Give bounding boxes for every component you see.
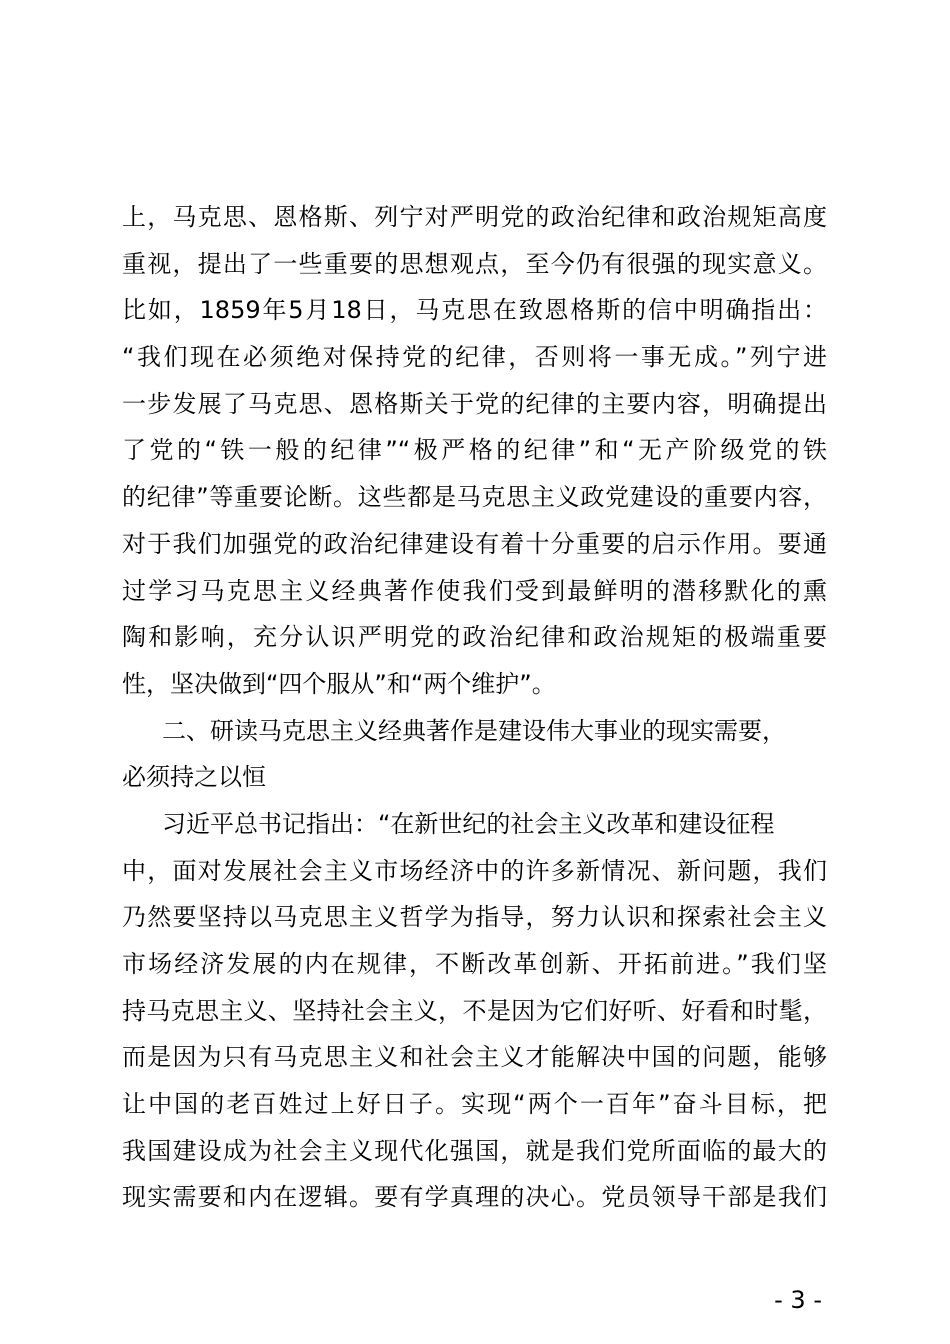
text-line: 现实需要和内在逻辑。要有学真理的决心。党员领导干部是我们 <box>122 1183 827 1212</box>
text-line: 了党的“铁一般的纪律”“极严格的纪律”和“无产阶级党的铁 <box>122 436 827 465</box>
text-line: 让中国的老百姓过上好日子。实现“两个一百年”奋斗目标，把 <box>122 1090 827 1119</box>
text-line: 对于我们加强党的政治纪律建设有着十分重要的启示作用。要通 <box>122 529 827 558</box>
text-line: 陶和影响，充分认识严明党的政治纪律和政治规矩的极端重要 <box>122 623 827 652</box>
text-line: 上，马克思、恩格斯、列宁对严明党的政治纪律和政治规矩高度 <box>122 203 827 231</box>
page-number: - 3 - <box>774 1286 822 1314</box>
text-line: 比如，1859年5月18日，马克思在致恩格斯的信中明确指出： <box>122 296 827 325</box>
text-line: 一步发展了马克思、恩格斯关于党的纪律的主要内容，明确提出 <box>122 389 827 418</box>
text-line: 而是因为只有马克思主义和社会主义才能解决中国的问题，能够 <box>122 1043 827 1072</box>
text-line: 我国建设成为社会主义现代化强国，就是我们党所面临的最大的 <box>122 1136 827 1165</box>
section-heading-line: 必须持之以恒 <box>122 763 266 792</box>
text-line: 中，面对发展社会主义市场经济中的许多新情况、新问题，我们 <box>122 856 827 885</box>
text-line: 习近平总书记指出：“在新世纪的社会主义改革和建设征程 <box>162 809 775 838</box>
text-line: 乃然要坚持以马克思主义哲学为指导，努力认识和探索社会主义 <box>122 903 827 932</box>
text-line: “我们现在必须绝对保持党的纪律，否则将一事无成。”列宁进 <box>122 343 827 372</box>
text-line: 过学习马克思主义经典著作使我们受到最鲜明的潜移默化的熏 <box>122 576 827 605</box>
text-line: 持马克思主义、坚持社会主义，不是因为它们好听、好看和时髦， <box>122 996 827 1025</box>
text-line: 性，坚决做到“四个服从”和“两个维护”。 <box>122 669 556 698</box>
text-line: 重视，提出了一些重要的思想观点，至今仍有很强的现实意义。 <box>122 249 827 278</box>
text-line: 的纪律”等重要论断。这些都是马克思主义政党建设的重要内容， <box>122 483 827 512</box>
section-heading-line: 二、研读马克思主义经典著作是建设伟大事业的现实需要， <box>162 716 786 745</box>
body-text <box>122 194 827 1221</box>
text-line: 市场经济发展的内在规律，不断改革创新、开拓前进。”我们坚 <box>122 950 827 978</box>
